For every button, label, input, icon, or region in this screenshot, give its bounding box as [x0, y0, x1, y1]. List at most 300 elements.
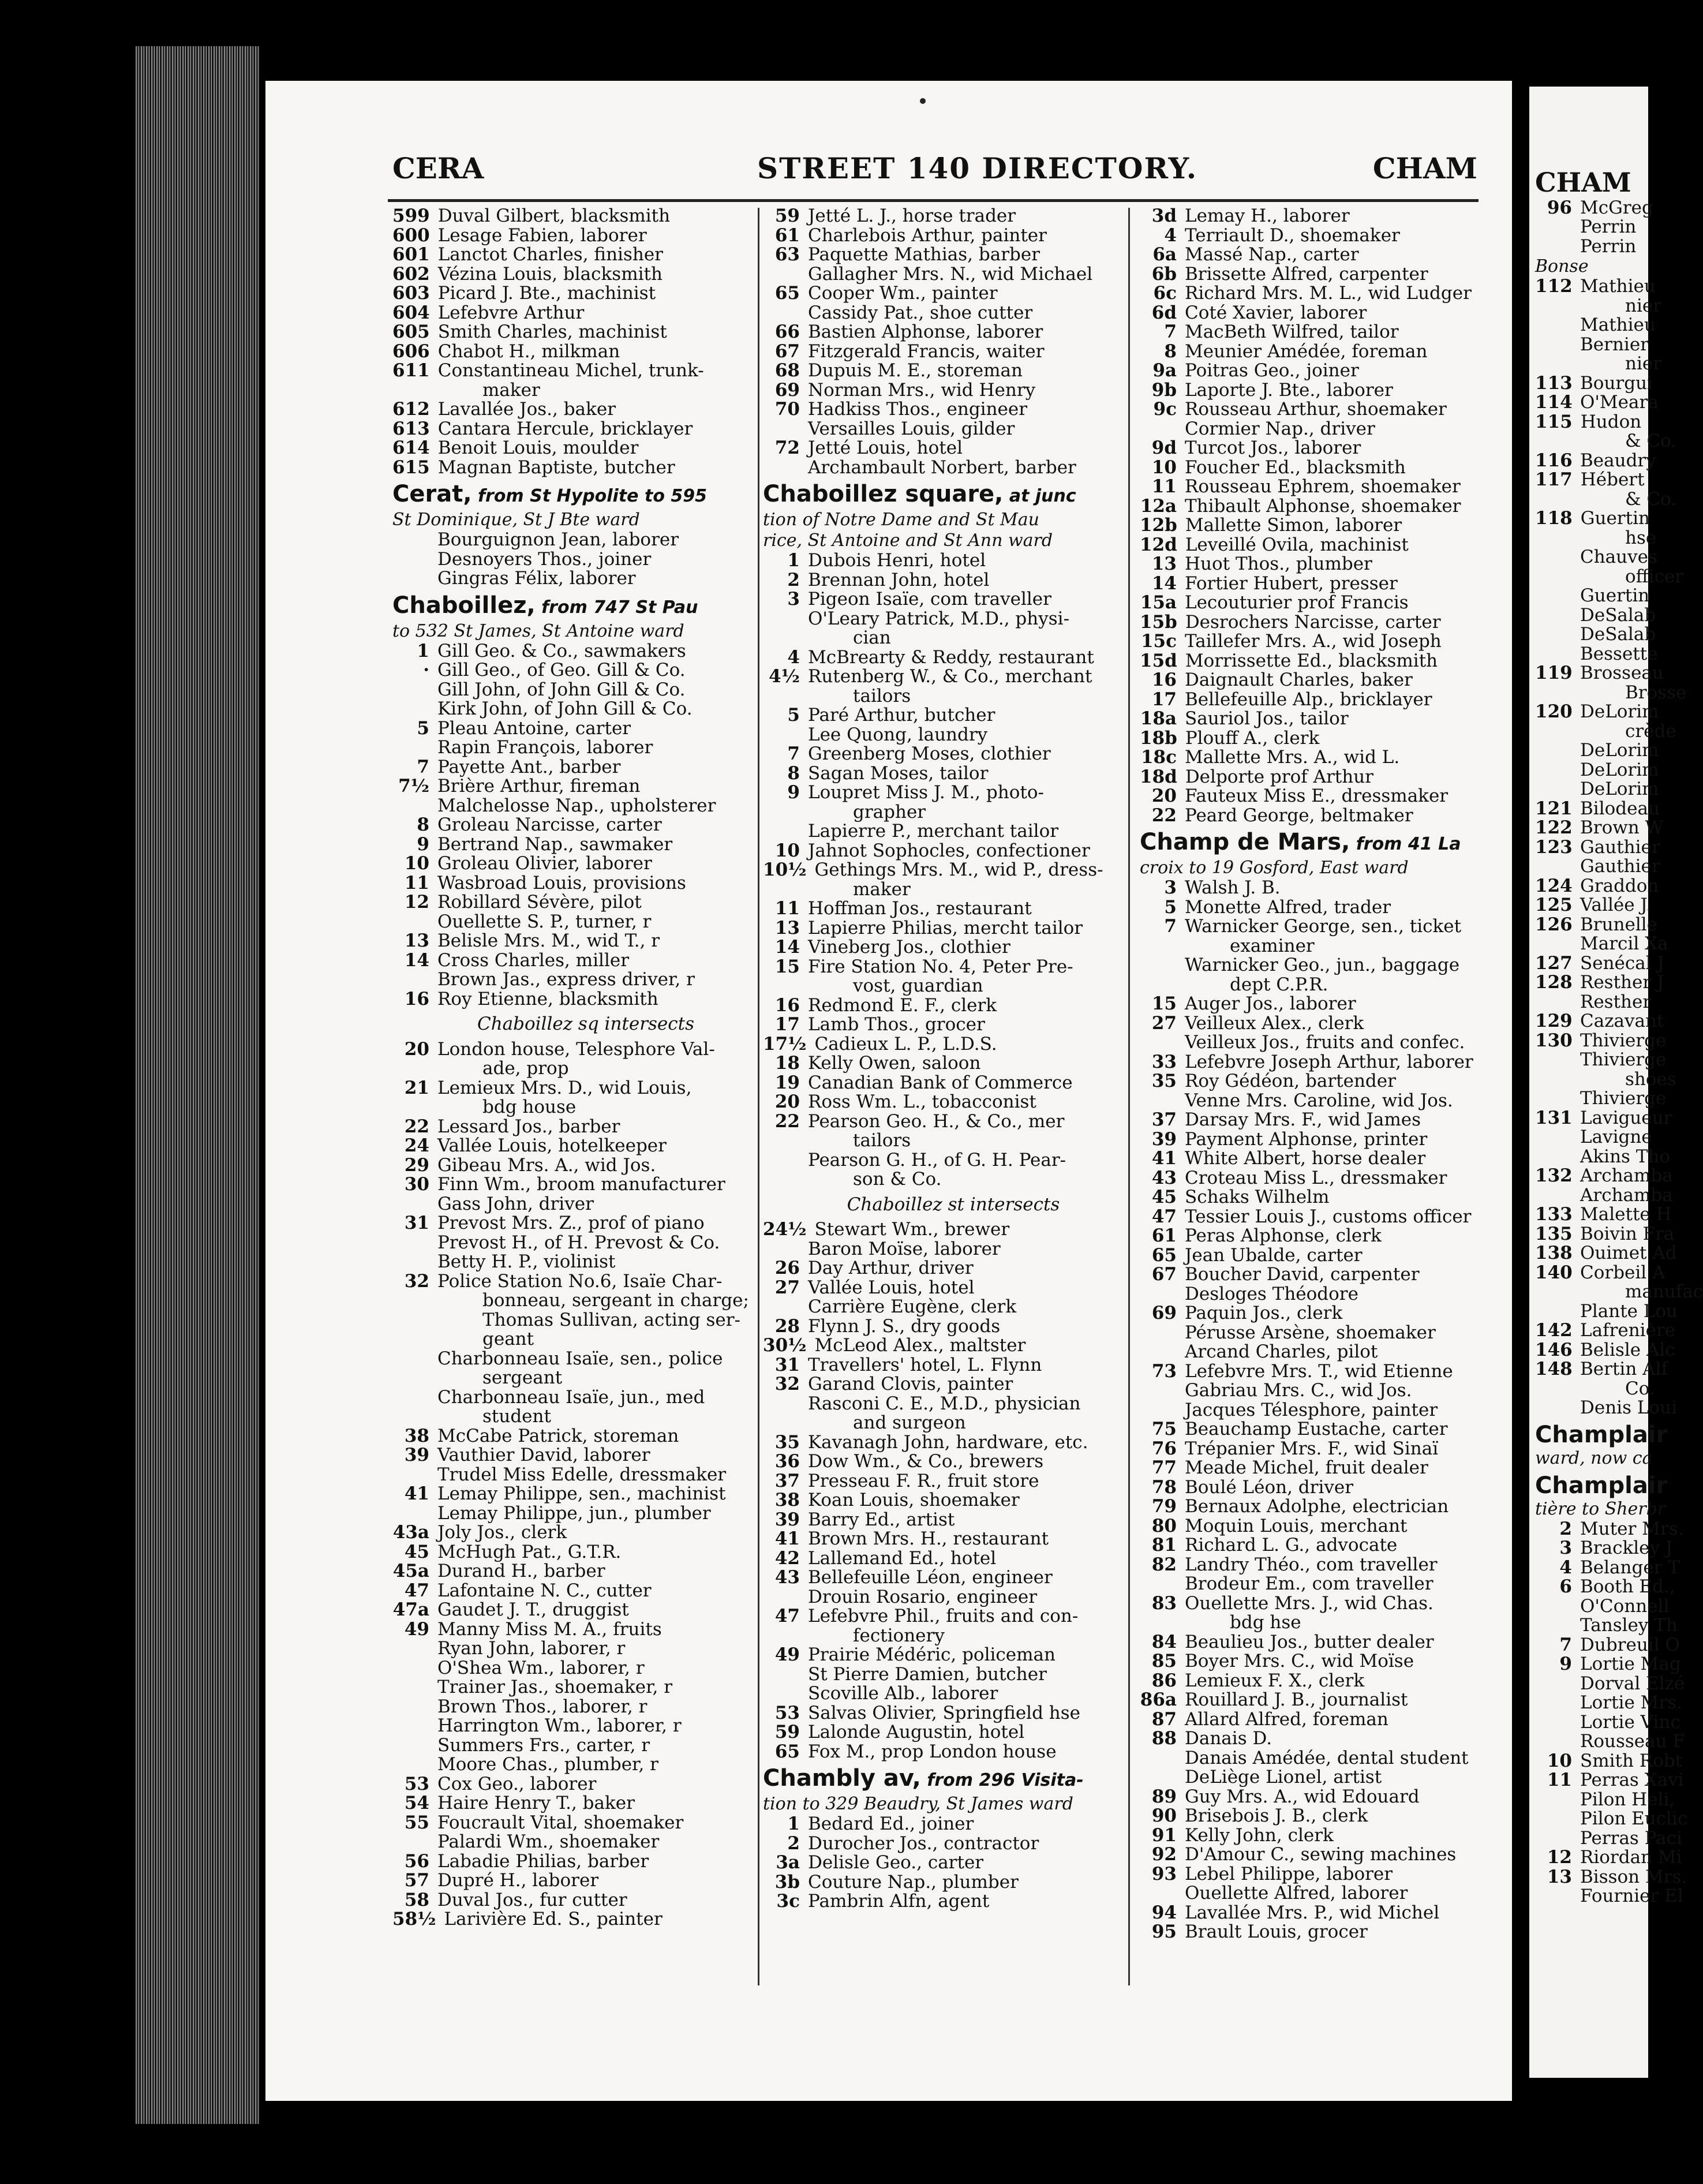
resident-text: Magnan Baptiste, butcher — [437, 457, 675, 478]
house-number: 73 — [1151, 1360, 1177, 1382]
house-number — [763, 1626, 808, 1646]
resident-text: Norman Mrs., wid Henry — [808, 379, 1036, 401]
resident-text: Tansley Th — [1580, 1615, 1678, 1636]
house-number — [1535, 780, 1580, 799]
house-number: 120 — [1535, 701, 1573, 722]
house-number: 20 — [1151, 786, 1177, 806]
resident-text: Harrington Wm., laborer, r — [437, 1715, 682, 1736]
house-number: 92 — [1151, 1844, 1177, 1865]
house-number: 19 — [774, 1072, 800, 1093]
resident-text: Tessier Louis J., customs officer — [1185, 1206, 1472, 1227]
resident-text: Duval Gilbert, blacksmith — [437, 205, 671, 226]
resident-text: Vézina Louis, blacksmith — [437, 263, 663, 285]
house-number — [763, 1151, 808, 1170]
street-description: from 296 Visita- — [920, 1770, 1084, 1790]
resident-text: fectionery — [853, 1625, 945, 1646]
resident-text: Lemieux Mrs. D., wid Louis, — [437, 1077, 692, 1098]
resident-text: Akins Tho — [1580, 1146, 1671, 1167]
directory-entry — [1535, 896, 1650, 915]
directory-entry — [763, 1259, 1121, 1278]
resident-text: Fitzgerald Francis, waiter — [808, 341, 1045, 362]
directory-entry — [1140, 748, 1480, 768]
house-number: 86a — [1140, 1689, 1177, 1710]
resident-text: Chauves — [1580, 547, 1657, 567]
house-number: 9c — [1153, 399, 1177, 420]
resident-text: Stewart Wm., brewer — [814, 1219, 1010, 1240]
house-number: 31 — [404, 1213, 429, 1233]
directory-entry — [1535, 1146, 1671, 1167]
directory-entry — [392, 207, 756, 226]
directory-entry — [1140, 1691, 1480, 1710]
directory-entry — [763, 1220, 1121, 1240]
street-heading — [392, 481, 756, 510]
directory-entry — [1140, 1594, 1480, 1614]
directory-entry — [1535, 1692, 1682, 1713]
directory-entry — [1535, 798, 1660, 819]
house-number — [763, 420, 808, 439]
house-number: 17 — [1151, 689, 1177, 710]
house-number: 7 — [1164, 321, 1177, 342]
resident-text: crède — [1625, 720, 1676, 742]
resident-text: Vallée Louis, hotel — [808, 1277, 975, 1298]
directory-entry — [763, 1131, 1121, 1151]
resident-text: manufac — [1625, 1281, 1703, 1302]
resident-text: Ross Wm. L., tobacconist — [808, 1091, 1036, 1112]
resident-text: Dupré H., laborer — [437, 1870, 599, 1891]
resident-text: Veilleux Alex., clerk — [1185, 1012, 1364, 1034]
house-number: 10 — [1547, 1750, 1572, 1771]
directory-entry — [392, 1059, 756, 1079]
resident-text: Travellers' hotel, L. Flynn — [808, 1354, 1042, 1375]
resident-text: Belanger T — [1580, 1557, 1680, 1578]
resident-text: geant — [482, 1329, 534, 1349]
resident-text: tailors — [853, 685, 911, 706]
house-number — [392, 550, 437, 570]
house-number: 17 — [774, 1014, 800, 1035]
directory-entry — [763, 880, 1121, 900]
house-number: 63 — [774, 244, 800, 265]
resident-text: Boivin Fra — [1580, 1223, 1675, 1244]
house-number: 14 — [1151, 573, 1177, 594]
resident-text: Malchelosse Nap., upholsterer — [437, 795, 716, 816]
directory-entry — [1140, 1226, 1480, 1246]
directory-entry — [1535, 836, 1660, 858]
resident-text: sergeant — [482, 1367, 563, 1388]
house-number: 39 — [774, 1509, 800, 1530]
resident-text: Labadie Philias, barber — [437, 1850, 649, 1872]
directory-entry — [1140, 1555, 1480, 1575]
house-number — [392, 970, 437, 990]
resident-text: Sauriol Jos., tailor — [1185, 708, 1349, 729]
house-number: 4 — [1164, 225, 1177, 246]
house-number: 57 — [404, 1870, 429, 1891]
resident-text: Paré Arthur, butcher — [808, 705, 995, 725]
directory-entry — [1535, 759, 1659, 780]
column-divider — [1128, 208, 1130, 1985]
directory-entry — [763, 783, 1121, 803]
directory-entry — [1140, 690, 1480, 710]
directory-entry — [763, 1815, 1121, 1834]
house-number: 18d — [1140, 766, 1177, 787]
directory-entry — [1140, 1787, 1480, 1807]
directory-entry — [1535, 1866, 1687, 1887]
resident-text: Dubreuil O — [1580, 1634, 1680, 1655]
resident-text: Jahnot Sophocles, confectioner — [808, 840, 1090, 861]
directory-entry — [763, 1356, 1121, 1375]
adjacent-page-header: CHAM — [1535, 167, 1631, 198]
directory-entry — [1140, 975, 1480, 995]
directory-entry — [392, 1543, 756, 1562]
resident-text: Landry Théo., com traveller — [1185, 1554, 1438, 1575]
directory-entry — [1535, 276, 1656, 297]
house-number — [392, 1252, 437, 1272]
resident-text: Lalonde Augustin, hotel — [808, 1722, 1025, 1742]
resident-text: Denis Loui — [1580, 1397, 1677, 1418]
house-number: 30½ — [763, 1335, 807, 1356]
house-number: 93 — [1151, 1863, 1177, 1884]
directory-entry — [1535, 643, 1658, 664]
intersection-note: Chaboillez st intersects — [847, 1194, 1060, 1215]
resident-text: O'Shea Wm., laborer, r — [437, 1657, 645, 1678]
resident-text: Lallemand Ed., hotel — [808, 1547, 997, 1569]
house-number — [392, 1697, 437, 1717]
resident-text: Lemay Philippe, sen., machinist — [437, 1483, 726, 1504]
house-number: 600 — [392, 225, 430, 246]
house-number — [1535, 1790, 1580, 1810]
house-number: 95 — [1151, 1921, 1177, 1942]
house-number: 8 — [1164, 341, 1177, 362]
house-number: 603 — [392, 283, 430, 304]
resident-text: Prevost H., of H. Prevost & Co. — [437, 1232, 720, 1253]
directory-entry — [392, 700, 756, 719]
resident-text: Brisebois J. B., clerk — [1185, 1805, 1368, 1826]
resident-text: Delisle Geo., carter — [808, 1852, 984, 1873]
resident-text: Malette H — [1580, 1204, 1672, 1225]
resident-text: Trudel Miss Edelle, dressmaker — [437, 1464, 727, 1485]
house-number: 9 — [1559, 1654, 1572, 1674]
house-number: 45 — [404, 1541, 429, 1562]
resident-text: DeSalab — [1580, 604, 1656, 626]
house-number: 115 — [1535, 411, 1573, 432]
house-number: 10½ — [763, 859, 807, 880]
resident-text: Larivière Ed. S., painter — [444, 1909, 663, 1929]
resident-text: Joly Jos., clerk — [437, 1522, 567, 1543]
directory-entry — [392, 1910, 756, 1929]
resident-text: Brown Mrs. H., restaurant — [808, 1528, 1049, 1549]
house-number: 12d — [1140, 534, 1177, 555]
resident-text: Groleau Olivier, laborer — [437, 853, 652, 874]
directory-entry — [1140, 994, 1480, 1014]
resident-text: Charlebois Arthur, painter — [808, 225, 1047, 246]
resident-text: Archamba — [1580, 1165, 1673, 1186]
directory-entry — [392, 816, 756, 835]
street-heading — [763, 1765, 1121, 1794]
directory-entry — [763, 1433, 1121, 1453]
directory-entry — [1140, 1517, 1480, 1536]
street-description: at junc — [1003, 486, 1076, 506]
house-number — [1140, 1575, 1185, 1594]
directory-entry — [1140, 671, 1480, 690]
directory-entry — [763, 1170, 1121, 1190]
street-description: from 747 St Pau — [535, 597, 698, 618]
directory-entry — [392, 530, 756, 550]
directory-entry — [1535, 1030, 1667, 1051]
house-number: 4½ — [769, 666, 800, 687]
resident-text: Resther J — [1580, 972, 1664, 993]
resident-text: DeLorim — [1580, 759, 1659, 780]
directory-entry — [1140, 304, 1480, 323]
house-number: 27 — [774, 1277, 800, 1298]
house-number: 15 — [1151, 993, 1177, 1014]
house-number: 9 — [787, 782, 800, 803]
resident-text: Pearson G. H., of G. H. Pear- — [808, 1149, 1066, 1170]
street-description: rice, St Antoine and St Ann ward — [763, 530, 1053, 551]
street-name: Champlair — [1535, 1421, 1668, 1448]
directory-entry — [1535, 1378, 1655, 1399]
resident-text: Jean Ubalde, carter — [1185, 1244, 1363, 1266]
resident-text: Fournier El — [1580, 1886, 1683, 1906]
house-number — [392, 1407, 437, 1427]
directory-entry — [1535, 431, 1677, 451]
house-number — [1140, 937, 1185, 956]
directory-entry — [1535, 1107, 1672, 1128]
directory-entry — [1535, 1243, 1677, 1263]
resident-text: Bernier — [1580, 334, 1649, 355]
resident-text: Canadian Bank of Commerce — [808, 1072, 1073, 1093]
directory-entry — [1140, 1130, 1480, 1150]
resident-text: Gill Geo., of Geo. Gill & Co. — [437, 660, 686, 680]
directory-entry — [392, 854, 756, 874]
directory-entry — [392, 1813, 756, 1833]
directory-entry — [392, 361, 756, 381]
directory-entry — [1140, 284, 1480, 304]
directory-entry — [1140, 1923, 1480, 1942]
resident-text: Kelly John, clerk — [1185, 1824, 1334, 1846]
house-number: 123 — [1535, 836, 1573, 858]
resident-text: Charbonneau Isaïe, jun., med — [437, 1386, 705, 1408]
house-number — [392, 1098, 437, 1117]
street-description: tion of Notre Dame and St Mau — [763, 510, 1039, 530]
house-number: 36 — [774, 1451, 800, 1472]
house-number — [392, 1678, 437, 1697]
directory-entry — [1535, 875, 1659, 896]
directory-entry — [1140, 323, 1480, 342]
directory-entry — [1535, 1557, 1680, 1578]
house-number — [1535, 490, 1580, 510]
resident-text: cian — [853, 627, 891, 648]
directory-entry — [1140, 1497, 1480, 1517]
house-number — [1535, 316, 1580, 335]
house-number: 8 — [787, 762, 800, 784]
house-number — [1535, 1128, 1580, 1147]
resident-text: hse — [1625, 527, 1657, 548]
directory-entry — [392, 1484, 756, 1504]
resident-text: Dupuis M. E., storeman — [808, 360, 1023, 381]
resident-text: Dorval Elzé — [1580, 1673, 1685, 1694]
house-number — [763, 1413, 808, 1433]
house-number: 3a — [776, 1852, 800, 1873]
directory-entry — [763, 706, 1121, 725]
house-number — [1535, 1732, 1580, 1752]
directory-entry — [392, 893, 756, 913]
directory-entry — [392, 304, 756, 323]
resident-text: Meunier Amédée, foreman — [1185, 341, 1428, 362]
resident-text: Gibeau Mrs. A., wid Jos. — [437, 1154, 656, 1176]
house-number: 69 — [774, 379, 800, 401]
house-number: 15d — [1140, 650, 1177, 671]
directory-entry — [1140, 1671, 1480, 1691]
directory-entry — [392, 1330, 756, 1349]
house-number — [392, 1291, 437, 1311]
directory-entry — [1535, 547, 1657, 567]
resident-text: Beaudry — [1580, 450, 1656, 471]
resident-text: Perras Paci — [1580, 1827, 1682, 1849]
directory-entry — [1535, 1204, 1672, 1225]
resident-text: Brackley J — [1580, 1538, 1673, 1558]
resident-text: Lefebvre Phil., fruits and con- — [808, 1606, 1079, 1626]
resident-text: Turcot Jos., laborer — [1185, 437, 1361, 458]
resident-text: Lefebvre Arthur — [437, 302, 585, 323]
column-1 — [392, 207, 756, 1996]
directory-entry — [763, 938, 1121, 958]
house-number: 29 — [404, 1154, 429, 1176]
directory-entry — [763, 381, 1121, 401]
resident-text: Bertin Alf — [1580, 1359, 1668, 1379]
resident-text: Gingras Félix, laborer — [437, 568, 636, 589]
directory-entry — [763, 1278, 1121, 1298]
resident-text: Muter Mrs. — [1580, 1518, 1684, 1539]
house-number: 6b — [1151, 263, 1177, 285]
resident-text: Mathieu — [1580, 276, 1656, 297]
resident-text: Police Station No.6, Isaïe Char- — [437, 1270, 723, 1292]
directory-entry — [1140, 652, 1480, 671]
street-name: Cerat, — [392, 481, 472, 507]
street-description: to 532 St James, St Antoine ward — [392, 620, 684, 641]
house-number — [392, 700, 437, 719]
directory-entry — [1140, 361, 1480, 381]
resident-text: MacBeth Wilfred, tailor — [1185, 321, 1399, 342]
directory-entry — [392, 245, 756, 265]
resident-text: Peras Alphonse, clerk — [1185, 1225, 1382, 1246]
house-number — [763, 822, 808, 842]
house-number: 70 — [774, 399, 800, 420]
house-number: 16 — [1151, 670, 1177, 690]
directory-entry — [392, 400, 756, 420]
resident-text: Versailles Louis, gilder — [808, 418, 1015, 439]
directory-entry — [1535, 1397, 1677, 1418]
house-number — [763, 629, 808, 648]
house-number: 61 — [1151, 1225, 1177, 1246]
house-number: 605 — [392, 321, 430, 342]
directory-entry — [1535, 413, 1650, 432]
resident-text: shoes — [1625, 1068, 1676, 1090]
resident-text: grapher — [853, 801, 926, 822]
resident-text: Riordan Mi — [1580, 1847, 1682, 1868]
house-number: 613 — [392, 418, 430, 439]
house-number: 119 — [1535, 663, 1573, 683]
resident-text: Paquette Mathias, barber — [808, 244, 1040, 265]
resident-text: Massé Nap., carter — [1185, 244, 1359, 265]
house-number: 69 — [1151, 1303, 1177, 1323]
house-number — [1535, 625, 1580, 645]
street-description: St Dominique, St J Bte ward — [392, 510, 640, 530]
resident-text: Constantineau Michel, trunk- — [437, 360, 704, 381]
resident-text: Boyer Mrs. C., wid Moïse — [1185, 1651, 1414, 1671]
house-number: 125 — [1535, 895, 1573, 915]
directory-entry — [1535, 470, 1650, 490]
directory-entry — [1140, 937, 1480, 956]
house-number — [392, 1330, 437, 1349]
resident-text: Paquin Jos., clerk — [1185, 1303, 1343, 1323]
resident-text: Guertin — [1580, 508, 1650, 529]
resident-text: Garand Clovis, painter — [808, 1374, 1013, 1394]
resident-text: O'Connell — [1580, 1595, 1670, 1617]
resident-text: Plouff A., clerk — [1185, 727, 1320, 749]
directory-entry — [392, 323, 756, 342]
house-number: 37 — [1151, 1109, 1177, 1130]
directory-entry — [392, 265, 756, 285]
house-number: 42 — [774, 1547, 800, 1569]
street-name: Chaboillez square, — [763, 481, 1004, 507]
street-heading — [1535, 1421, 1668, 1448]
house-number: 6 — [1559, 1576, 1572, 1597]
directory-entry — [763, 1607, 1121, 1626]
resident-text: student — [482, 1406, 551, 1427]
house-number — [1535, 1713, 1580, 1733]
directory-entry — [392, 1465, 756, 1485]
house-number: 12 — [1547, 1847, 1572, 1868]
house-number — [1535, 354, 1580, 374]
directory-entry — [763, 1413, 1121, 1433]
street-heading — [1140, 829, 1480, 858]
directory-entry — [763, 1472, 1121, 1491]
house-number: 7½ — [398, 776, 429, 796]
resident-text: Thivierge — [1580, 1030, 1667, 1051]
directory-entry — [1140, 536, 1480, 555]
directory-entry — [392, 1523, 756, 1543]
directory-entry — [392, 796, 756, 816]
house-number: 41 — [1151, 1148, 1177, 1169]
house-number — [1140, 420, 1185, 439]
directory-entry — [1140, 878, 1480, 898]
directory-entry — [392, 1716, 756, 1736]
resident-text: Senécal J — [1580, 952, 1664, 974]
resident-text: Bernaux Adolphe, electrician — [1185, 1496, 1449, 1517]
directory-entry — [1140, 1865, 1480, 1884]
house-number: 16 — [774, 994, 800, 1016]
resident-text: McCabe Patrick, storeman — [437, 1425, 679, 1446]
resident-text: Carrière Eugène, clerk — [808, 1296, 1017, 1317]
house-number: 11 — [1547, 1770, 1572, 1790]
house-number: 54 — [404, 1793, 429, 1813]
resident-text: Rasconi C. E., M.D., physician — [808, 1393, 1081, 1414]
resident-text: Perrin — [1580, 235, 1637, 257]
resident-text: Lessard Jos., barber — [437, 1116, 620, 1137]
resident-text: Warnicker George, sen., ticket — [1185, 916, 1462, 937]
directory-entry — [1140, 1265, 1480, 1285]
directory-entry — [1535, 237, 1650, 257]
house-number: 135 — [1535, 1223, 1573, 1244]
directory-entry — [763, 1452, 1121, 1472]
resident-text: Moore Chas., plumber, r — [437, 1754, 658, 1775]
house-number: 38 — [774, 1490, 800, 1510]
directory-entry — [1140, 1652, 1480, 1671]
directory-entry — [1140, 1826, 1480, 1846]
street-heading — [392, 592, 756, 621]
resident-text: Foucrault Vital, shoemaker — [437, 1812, 684, 1833]
directory-entry — [1140, 1903, 1480, 1923]
directory-entry — [1140, 1246, 1480, 1266]
